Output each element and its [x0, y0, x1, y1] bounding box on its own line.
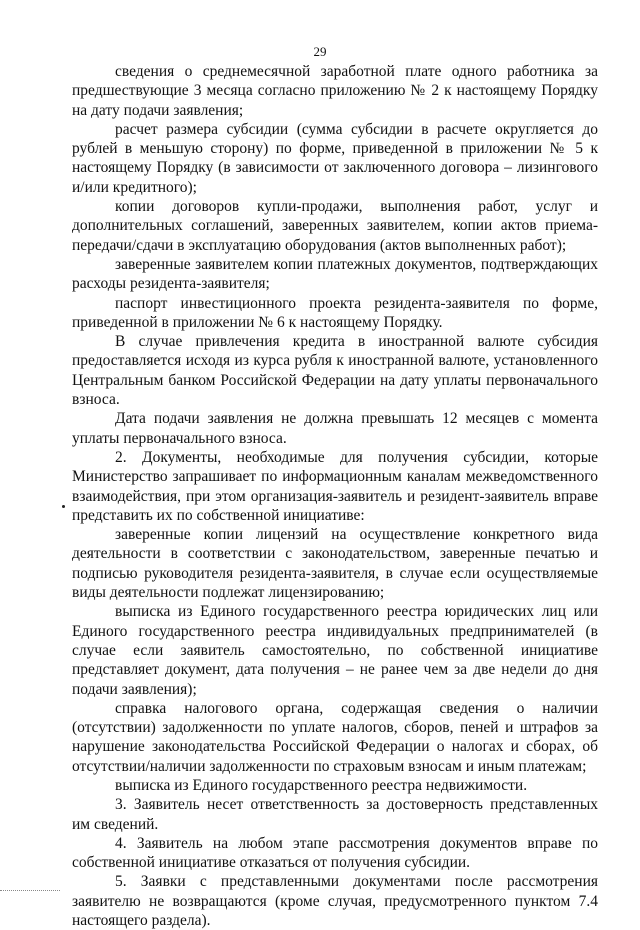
paragraph-section-4: 4. Заявитель на любом этапе рассмотрения документов вправе по собственной инициативе отказаться от получения субсидии. — [72, 834, 598, 872]
paragraph-real-estate-extract: выписка из Единого государственного реестра недвижимости. — [115, 776, 528, 794]
paragraph-section-3: 3. Заявитель несет ответственность за достоверность представленных им сведений. — [72, 796, 598, 833]
paragraph-registry-extract: выписка из Единого государственного реестра юридических лиц или Единого государственного реестра индивидуальных предпринимателей (в случае если заявитель самостоятельно, по собственной инициативе представляет документ, дата получения – не ранее чем за две недели до дня подачи заявления); — [72, 603, 598, 698]
paragraph-section-5: 5. Заявки с представленными документами после рассмотрения заявителю не возвращаются (кроме случая, предусмотренного пунктом 7.4 настоящего раздела). — [72, 873, 598, 930]
paragraph-salary-info: сведения о среднемесячной заработной плате одного работника за предшествующие 3 месяца согласно приложению № 2 к настоящему Порядку на дату подачи заявления; — [72, 63, 598, 119]
paragraph-foreign-currency: В случае привлечения кредита в иностранной валюте субсидия предоставляется исходя из курса рубля к иностранной валюте, установленного Центральным банком Российской Федерации на дату уплаты первоначального взноса. — [72, 333, 598, 409]
paragraph-subsidy-calculation: расчет размера субсидии (сумма субсидии в расчете округляется до рублей в меньшую сторону) по форме, приведенной в приложении № 5 к настоящему Порядку (в зависимости от заключенного договора – лизингового и/или кредитного); — [72, 120, 598, 196]
page-number: 29 — [313, 44, 327, 59]
margin-mark — [62, 505, 65, 508]
paragraph-licenses: заверенные копии лицензий на осуществление конкретного вида деятельности в соответствии с законодательством, заверенные печатью и подписью руководителя резидента-заявителя, в случае если осуществляемые виды деятельности подлежат лицензированию; — [72, 526, 598, 602]
footer-rule — [0, 890, 60, 891]
paragraph-contract-copies: копии договоров купли-продажи, выполнения работ, услуг и дополнительных соглашений, заверенных заявителем, копии актов приема-передачи/сдачи в эксплуатацию оборудования (актов выполненных работ); — [72, 198, 598, 254]
paragraph-investment-passport: паспорт инвестиционного проекта резидента-заявителя по форме, приведенной в приложении № 6 к настоящему Порядку. — [72, 294, 598, 331]
paragraph-tax-certificate: справка налогового органа, содержащая сведения о наличии (отсутствии) задолженности по уплате налогов, сборов, пеней и штрафов за нарушение законодательства Российской Федерации о налогах и сборах, об отсутствии/наличии задолженности по страховым взносам и иным платежам; — [72, 699, 598, 775]
paragraph-application-date: Дата подачи заявления не должна превышать 12 месяцев с момента уплаты первоначального взноса. — [72, 410, 598, 447]
paragraph-payment-documents: заверенные заявителем копии платежных документов, подтверждающих расходы резидента-заявителя; — [72, 255, 598, 293]
document-body — [72, 62, 598, 930]
paragraph-section-2: 2. Документы, необходимые для получения субсидии, которые Министерство запрашивает по информационным каналам межведомственного взаимодействия, при этом организация-заявитель и резидент-заявитель вправе представить их по собственной инициативе: — [72, 448, 598, 524]
